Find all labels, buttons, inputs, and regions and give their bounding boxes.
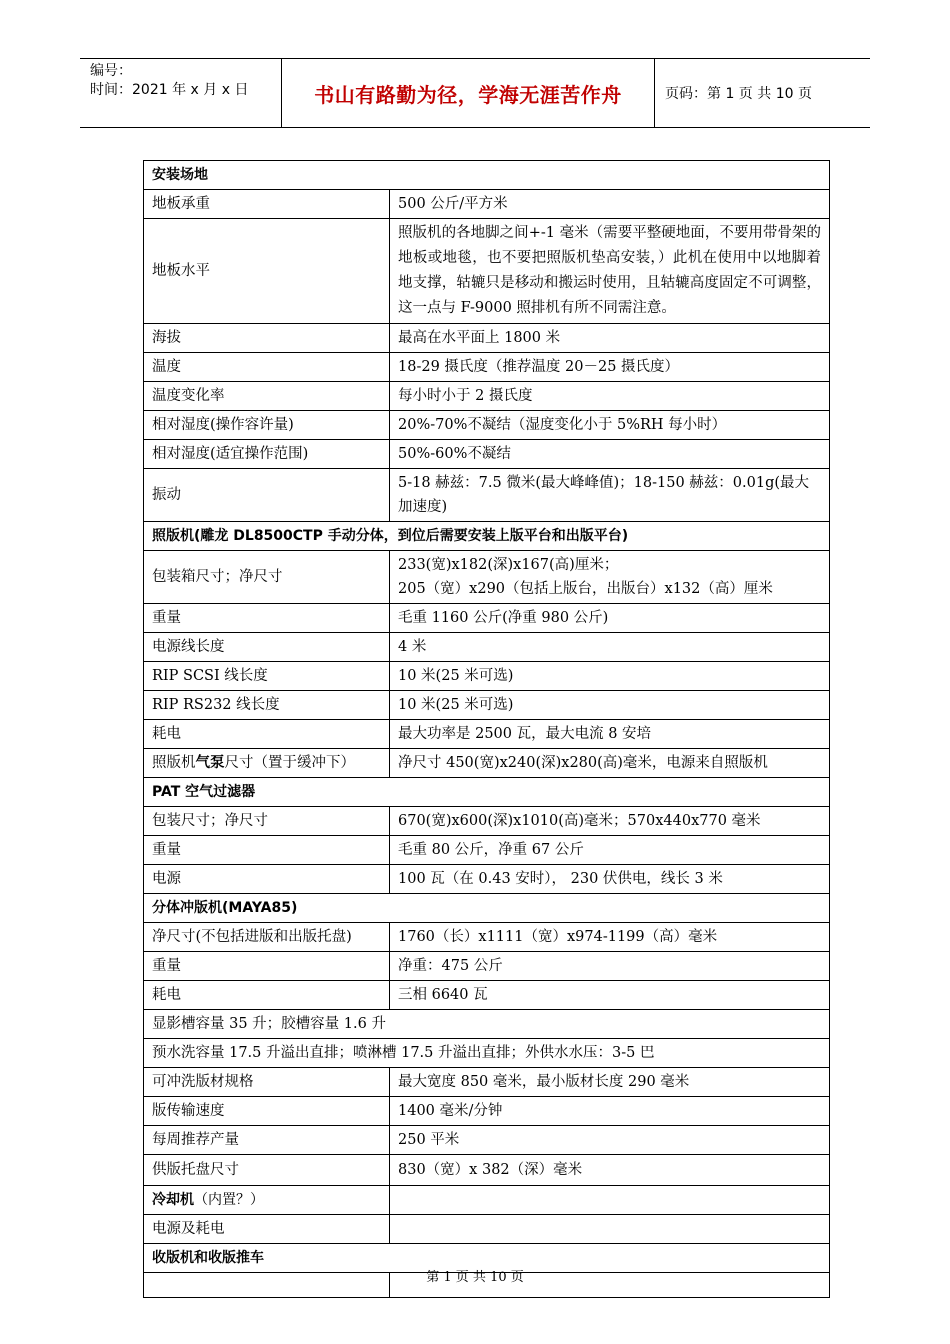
table-row xyxy=(144,691,830,720)
label-cell: 可冲洗版材规格 xyxy=(144,1068,390,1097)
table-row xyxy=(144,1155,830,1186)
table-row xyxy=(144,1039,830,1068)
table-row xyxy=(144,382,830,411)
table-row xyxy=(144,353,830,382)
document-number-label: 编号： xyxy=(90,63,132,79)
value-cell: 最大宽度 850 毫米，最小版材长度 290 毫米 xyxy=(390,1068,830,1097)
label-cell: 电源及耗电 xyxy=(144,1215,390,1244)
table-row xyxy=(144,807,830,836)
section-pat-title: PAT 空气过滤器 xyxy=(144,778,830,807)
label-cell: 电源 xyxy=(144,865,390,894)
value-cell: 每小时小于 2 摄氏度 xyxy=(390,382,830,411)
value-cell: 250 平米 xyxy=(390,1126,830,1155)
table-row xyxy=(144,1068,830,1097)
value-cell: 830（宽）x 382（深）毫米 xyxy=(390,1155,830,1186)
section-cooler-note: （内置？） xyxy=(194,1192,264,1208)
value-cell xyxy=(390,1215,830,1244)
label-cell: 版传输速度 xyxy=(144,1097,390,1126)
document-date-label: 时间：2021 年 x 月 x 日 xyxy=(90,82,249,98)
table-row xyxy=(144,324,830,353)
section-row xyxy=(144,894,830,923)
value-cell: 三相 6640 瓦 xyxy=(390,981,830,1010)
table-row xyxy=(144,469,830,522)
table-row xyxy=(144,604,830,633)
table-row xyxy=(144,1215,830,1244)
label-cell: RIP RS232 线长度 xyxy=(144,691,390,720)
header-meta xyxy=(80,59,280,127)
label-cell: 重量 xyxy=(144,952,390,981)
label-part: 尺寸（置于缓冲下） xyxy=(224,755,355,771)
table-row xyxy=(144,720,830,749)
label-cell: 相对湿度(适宜操作范围) xyxy=(144,440,390,469)
section-site-title: 安装场地 xyxy=(144,161,830,190)
label-cell: 地板水平 xyxy=(144,219,390,324)
empty-cell xyxy=(390,1186,830,1215)
value-cell xyxy=(390,551,830,604)
label-cell: 耗电 xyxy=(144,720,390,749)
section-row xyxy=(144,1186,830,1215)
header-motto: 书山有路勤为径，学海无涯苦作舟 xyxy=(281,59,655,127)
page-footer: 第 1 页 共 10 页 xyxy=(426,1270,524,1285)
value-cell: 毛重 1160 公斤(净重 980 公斤) xyxy=(390,604,830,633)
label-cell: 供版托盘尺寸 xyxy=(144,1155,390,1186)
label-cell: RIP SCSI 线长度 xyxy=(144,662,390,691)
value-cell: 1400 毫米/分钟 xyxy=(390,1097,830,1126)
label-cell: 包装尺寸；净尺寸 xyxy=(144,807,390,836)
section-cooler-label: 冷却机 xyxy=(152,1192,194,1208)
value-cell: 1760（长）x1111（宽）x974-1199（高）毫米 xyxy=(390,923,830,952)
label-part: 照版机 xyxy=(152,755,196,771)
label-cell: 相对湿度(操作容许量) xyxy=(144,411,390,440)
value-cell: 净重：475 公斤 xyxy=(390,952,830,981)
table-row xyxy=(144,662,830,691)
label-cell: 温度 xyxy=(144,353,390,382)
value-cell: 最大功率是 2500 瓦，最大电流 8 安培 xyxy=(390,720,830,749)
label-cell: 每周推荐产量 xyxy=(144,1126,390,1155)
label-cell: 电源线长度 xyxy=(144,633,390,662)
table-row xyxy=(144,1010,830,1039)
table-row xyxy=(144,411,830,440)
section-processor-title: 分体冲版机(MAYA85) xyxy=(144,894,830,923)
table-row xyxy=(144,981,830,1010)
value-cell: 4 米 xyxy=(390,633,830,662)
table-row xyxy=(144,836,830,865)
label-cell: 地板承重 xyxy=(144,190,390,219)
label-cell: 包装箱尺寸；净尺寸 xyxy=(144,551,390,604)
value-cell: 10 米(25 米可选) xyxy=(390,691,830,720)
header-page-info: 页码：第 1 页 共 10 页 xyxy=(665,86,812,102)
value-cell: 18-29 摄氏度（推荐温度 20－25 摄氏度） xyxy=(390,353,830,382)
section-row xyxy=(144,161,830,190)
value-cell: 50%-60%不凝结 xyxy=(390,440,830,469)
table-row xyxy=(144,923,830,952)
value-line: 205（宽）x290（包括上版台，出版台）x132（高）厘米 xyxy=(398,581,773,597)
merged-cell: 显影槽容量 35 升；胶槽容量 1.6 升 xyxy=(144,1010,830,1039)
table-row xyxy=(144,551,830,604)
section-row xyxy=(144,522,830,551)
value-cell: 5-18 赫兹：7.5 微米(最大峰峰值)；18-150 赫兹：0.01g(最大加速度) xyxy=(390,469,830,522)
value-cell: 毛重 80 公斤，净重 67 公斤 xyxy=(390,836,830,865)
value-cell: 500 公斤/平方米 xyxy=(390,190,830,219)
value-cell: 670(宽)x600(深)x1010(高)毫米；570x440x770 毫米 xyxy=(390,807,830,836)
section-ctp-title: 照版机(雕龙 DL8500CTP 手动分体，到位后需要安装上版平台和出版平台) xyxy=(144,522,830,551)
section-cooler-title xyxy=(144,1186,390,1215)
label-cell: 温度变化率 xyxy=(144,382,390,411)
value-line: 233(宽)x182(深)x167(高)厘米； xyxy=(398,557,619,573)
section-stacker-title: 收版机和收版推车 xyxy=(144,1244,830,1273)
section-row xyxy=(144,778,830,807)
value-cell: 20%-70%不凝结（湿度变化小于 5%RH 每小时） xyxy=(390,411,830,440)
table-row xyxy=(144,1097,830,1126)
table-row xyxy=(144,952,830,981)
label-cell: 振动 xyxy=(144,469,390,522)
label-cell: 重量 xyxy=(144,604,390,633)
spec-table xyxy=(143,160,830,1298)
table-row xyxy=(144,219,830,324)
table-row xyxy=(144,440,830,469)
value-cell: 10 米(25 米可选) xyxy=(390,662,830,691)
value-cell: 照版机的各地脚之间+-1 毫米（需要平整硬地面，不要用带骨架的地板或地毯，也不要把照版机垫高安装，）此机在使用中以地脚着地支撑，轱辘只是移动和搬运时使用，且轱辘高度固定不可调整，这一点与 F-9000 照排机有所不同需注意。 xyxy=(390,219,830,324)
label-cell: 重量 xyxy=(144,836,390,865)
label-cell: 净尺寸(不包括进版和出版托盘) xyxy=(144,923,390,952)
table-row xyxy=(144,633,830,662)
page-header xyxy=(80,58,870,128)
table-row xyxy=(144,190,830,219)
label-cell xyxy=(144,749,390,778)
value-cell: 最高在水平面上 1800 米 xyxy=(390,324,830,353)
table-row xyxy=(144,749,830,778)
table-row xyxy=(144,865,830,894)
merged-cell: 预水洗容量 17.5 升溢出直排；喷淋槽 17.5 升溢出直排；外供水水压：3-5 巴 xyxy=(144,1039,830,1068)
label-emphasis: 气泵 xyxy=(195,755,225,771)
label-cell: 耗电 xyxy=(144,981,390,1010)
table-row xyxy=(144,1126,830,1155)
value-cell: 净尺寸 450(宽)x240(深)x280(高)毫米，电源来自照版机 xyxy=(390,749,830,778)
label-cell: 海拔 xyxy=(144,324,390,353)
value-cell: 100 瓦（在 0.43 安时）， 230 伏供电，线长 3 米 xyxy=(390,865,830,894)
